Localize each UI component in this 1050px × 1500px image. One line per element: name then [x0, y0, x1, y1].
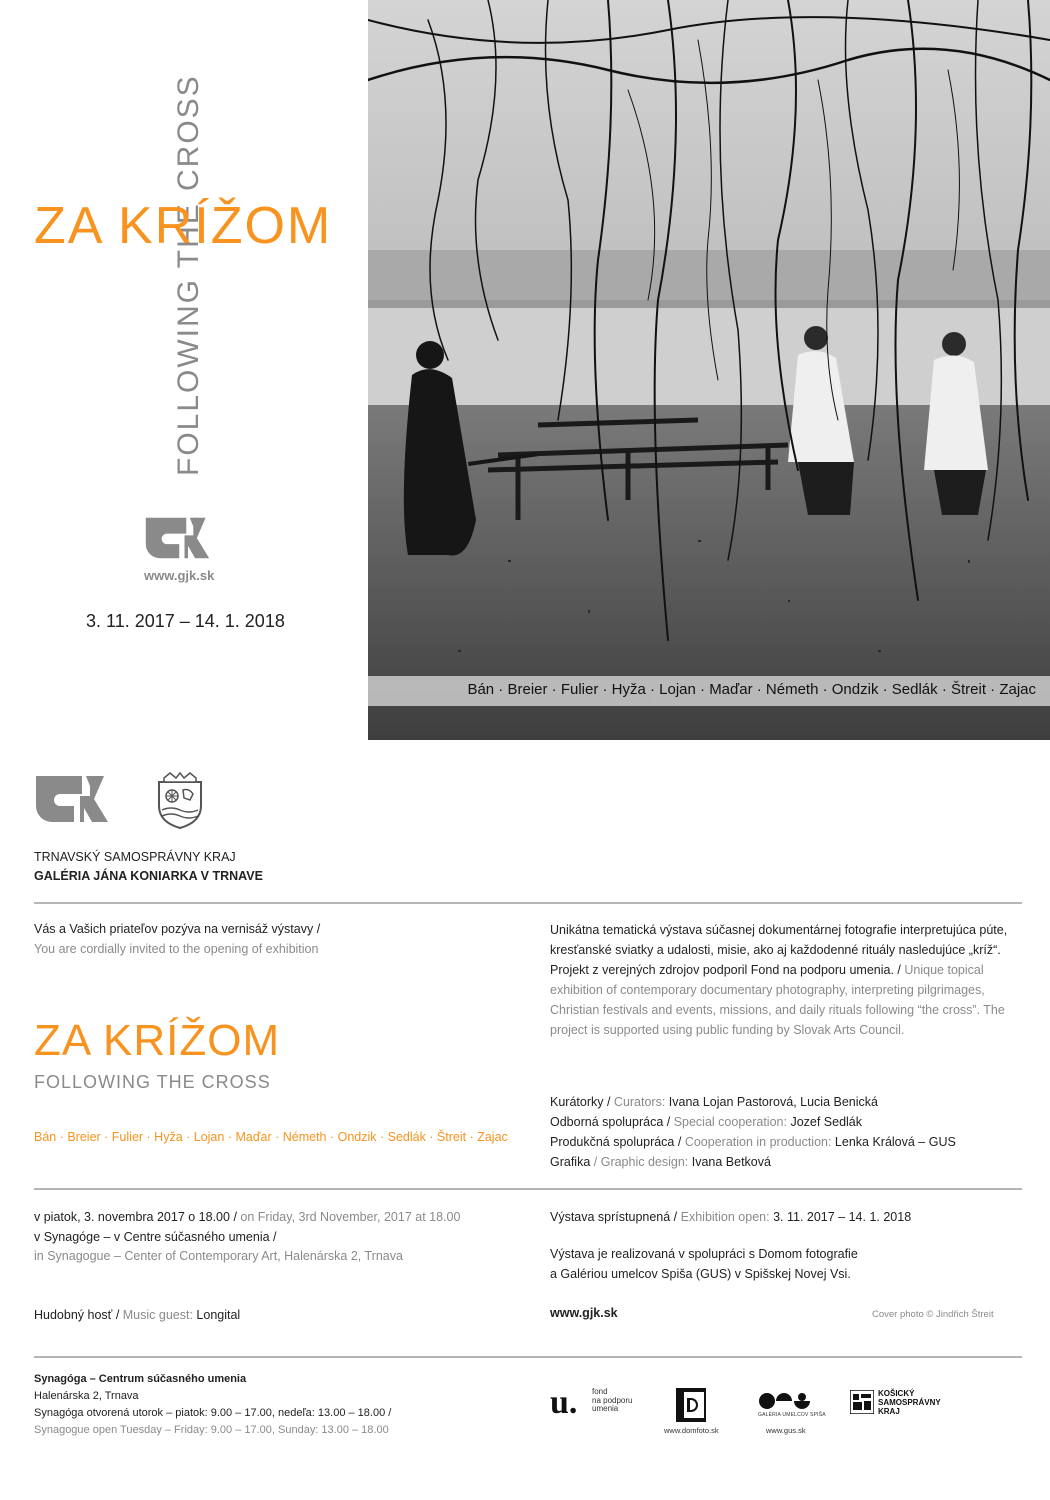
event-date: v piatok, 3. novembra 2017 o 18.00 / on Friday, 3rd November, 2017 at 18.00: [34, 1210, 461, 1224]
exhibition-dates: 3. 11. 2017 – 14. 1. 2018: [86, 611, 285, 631]
photo-artists-list: Bán · Breier · Fulier · Hyža · Lojan · Maďar · Németh · Ondzik · Sedlák · Štreit · Zajac: [467, 681, 1036, 698]
vertical-subtitle: [172, 74, 232, 476]
credit-production: Produkčná spolupráca / Cooperation in production: Lenka Králová – GUS: [550, 1135, 956, 1149]
gus-url[interactable]: www.gus.sk: [766, 1426, 806, 1435]
invitation-sk: Vás a Vašich priateľov pozýva na vernisáž výstavy /: [34, 922, 321, 936]
dom-fotografie-logo: [676, 1388, 706, 1422]
credit-special-cooperation: Odborná spolupráca / Special cooperation: Jozef Sedlák: [550, 1115, 863, 1129]
credit-curators: Kurátorky / Curators: Ivana Lojan Pastorová, Lucia Benická: [550, 1095, 878, 1109]
invitation-en: You are cordially invited to the opening of exhibition: [34, 942, 319, 956]
organizer-region: TRNAVSKÝ SAMOSPRÁVNY KRAJ: [34, 850, 236, 864]
gus-logo-icon: [758, 1392, 814, 1410]
fond-logo-letter: u.: [550, 1384, 578, 1421]
divider: [34, 902, 1022, 904]
gjk-logo-icon: [144, 516, 218, 560]
artists-list: Bán · Breier · Fulier · Hyža · Lojan · Maďar · Németh · Ondzik · Sedlák · Štreit · Zajac: [34, 1130, 508, 1144]
kosicky-kraj-text: KOŠICKÝ SAMOSPRÁVNY KRAJ: [878, 1389, 941, 1416]
exhibition-title: ZA KRÍŽOM: [34, 1016, 281, 1065]
exhibition-description: [550, 920, 1020, 1040]
credits-list: [550, 1092, 956, 1172]
venue-name: Synagóga – Centrum súčasného umenia: [34, 1373, 247, 1385]
photo-artists-band: [368, 676, 1050, 706]
venue-hours-sk: Synagóga otvorená utorok – piatok: 9.00 – 17.00, nedeľa: 13.00 – 18.00 /: [34, 1407, 392, 1419]
organizer-gallery: GALÉRIA JÁNA KONIARKA V TRNAVE: [34, 869, 263, 883]
gus-caption: GALÉRIA UMELCOV SPIŠA: [758, 1412, 826, 1418]
event-place-en: in Synagogue – Center of Contemporary Art, Halenárska 2, Trnava: [34, 1249, 403, 1263]
cover-photo: [368, 0, 1050, 740]
website-url[interactable]: www.gjk.sk: [550, 1306, 618, 1320]
cooperation-line-2: a Galériou umelcov Spiša (GUS) v Spišskej Novej Vsi.: [550, 1267, 851, 1281]
website-url[interactable]: www.gjk.sk: [144, 568, 215, 583]
event-place-sk: v Synagóge – v Centre súčasného umenia /: [34, 1230, 277, 1244]
cooperation-line-1: Výstava je realizovaná v spolupráci s Domom fotografie: [550, 1247, 858, 1261]
coat-of-arms-icon: [156, 772, 204, 830]
divider: [34, 1188, 1022, 1190]
vertical-subtitle-part1: FOLLOWING THE: [172, 202, 205, 476]
exhibition-subtitle: FOLLOWING THE CROSS: [34, 1072, 271, 1092]
exhibition-open: Výstava sprístupnená / Exhibition open: 3. 11. 2017 – 14. 1. 2018: [550, 1210, 912, 1224]
description-sk: Unikátna tematická výstava súčasnej dokumentárnej fotografie interpretujúca púte, kresťanské sviatky a udalosti, misie, ako aj každodenné rituály nasledujúce „kríž“. Projekt z verejných zdrojov podporil Fond na podporu umenia. /: [550, 923, 1008, 977]
vertical-subtitle-part2: CROSS: [172, 74, 205, 191]
divider: [34, 1356, 1022, 1358]
venue-hours-en: Synagogue open Tuesday – Friday: 9.00 – 17.00, Sunday: 13.00 – 18.00: [34, 1424, 389, 1436]
cover-photo-image: [368, 0, 1050, 740]
music-guest: Hudobný hosť / Music guest: Longital: [34, 1308, 241, 1322]
venue-address: Halenárska 2, Trnava: [34, 1390, 139, 1402]
gjk-logo-icon: [34, 774, 118, 824]
fond-na-podporu-umenia-logo: [550, 1384, 633, 1422]
domfoto-url[interactable]: www.domfoto.sk: [664, 1426, 719, 1435]
hero-title: ZA KRÍŽOM: [34, 197, 333, 255]
fond-logo-text: fond na podporu umenia: [592, 1387, 633, 1413]
credit-graphic-design: Grafika / Graphic design: Ivana Betková: [550, 1155, 771, 1169]
kosicky-kraj-logo-icon: [850, 1390, 874, 1414]
description-en: Unique topical exhibition of contemporary documentary photography, interpreting pilgrimages, Christian festivals and events, missions, and daily rituals following “the cross”. The project is supported using public funding by Slovak Arts Council.: [550, 963, 1005, 1037]
cover-photo-credit: Cover photo © Jindřich Štreit: [872, 1309, 994, 1320]
